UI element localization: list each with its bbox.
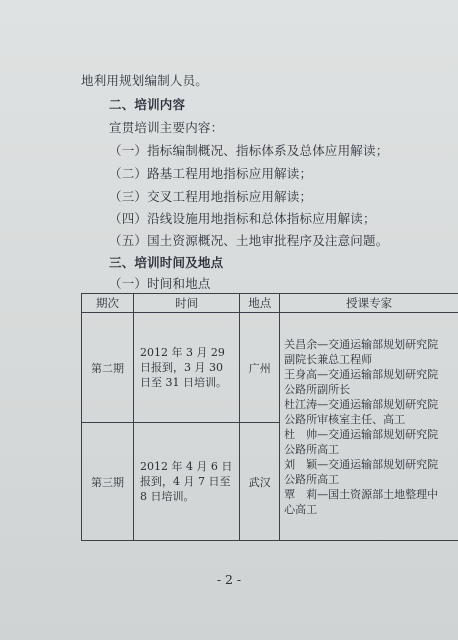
list-item: （三）交叉工程用地指标应用解读；: [109, 189, 313, 204]
subsection-title: （一）时间和地点: [109, 276, 211, 291]
cell-experts: [280, 313, 458, 541]
table-row: [82, 313, 458, 423]
expert-line: 心高工: [284, 502, 318, 516]
header-period: 期次: [82, 294, 134, 313]
intro-text: 宣贯培训主要内容：: [109, 120, 224, 135]
header-place: 地点: [240, 294, 280, 313]
schedule-table: [81, 293, 458, 541]
expert-line: 关昌余—交通运输部规划研究院: [284, 337, 439, 351]
expert-line: 刘 颖—交通运输部规划研究院: [284, 457, 439, 471]
expert-line: 公路所高工: [284, 442, 340, 456]
list-item: （二）路基工程用地指标应用解读；: [109, 166, 313, 181]
expert-line: 王身高—交通运输部规划研究院: [284, 367, 439, 381]
expert-line: 杜 帅—交通运输部规划研究院: [284, 427, 439, 441]
cell-place: 武汉: [240, 423, 280, 541]
header-experts: 授课专家: [280, 294, 458, 313]
cell-period: 第二期: [82, 313, 134, 423]
list-item: （一）指标编制概况、指标体系及总体应用解读；: [109, 143, 389, 158]
continuation-text: 地利用规划编制人员。: [81, 73, 209, 88]
section-title-training-content: 二、培训内容: [109, 97, 186, 112]
expert-line: 覃 莉—国土资源部土地整理中: [284, 487, 439, 501]
expert-line: 公路所高工: [284, 472, 340, 486]
expert-line: 副院长兼总工程师: [284, 352, 373, 366]
cell-period: 第三期: [82, 423, 134, 541]
cell-time: 2012 年 3 月 29 日报到，3 月 30 日至 31 日培训。: [133, 313, 239, 423]
page-number: - 2 -: [216, 572, 242, 587]
expert-line: 公路所副所长: [284, 382, 351, 396]
list-item: （四）沿线设施用地指标和总体指标应用解读；: [109, 211, 376, 226]
expert-line: 公路所审核室主任、高工: [284, 412, 406, 426]
cell-place: 广州: [240, 313, 280, 423]
list-item: （五）国土资源概况、土地审批程序及注意问题。: [109, 233, 389, 248]
header-time: 时间: [133, 294, 239, 313]
cell-time: 2012 年 4 月 6 日报到，4 月 7 日至 8 日培训。: [133, 423, 239, 541]
table-header-row: [82, 294, 458, 313]
expert-line: 杜江涛—交通运输部规划研究院: [284, 397, 439, 411]
section-title-time-place: 三、培训时间及地点: [109, 255, 224, 270]
